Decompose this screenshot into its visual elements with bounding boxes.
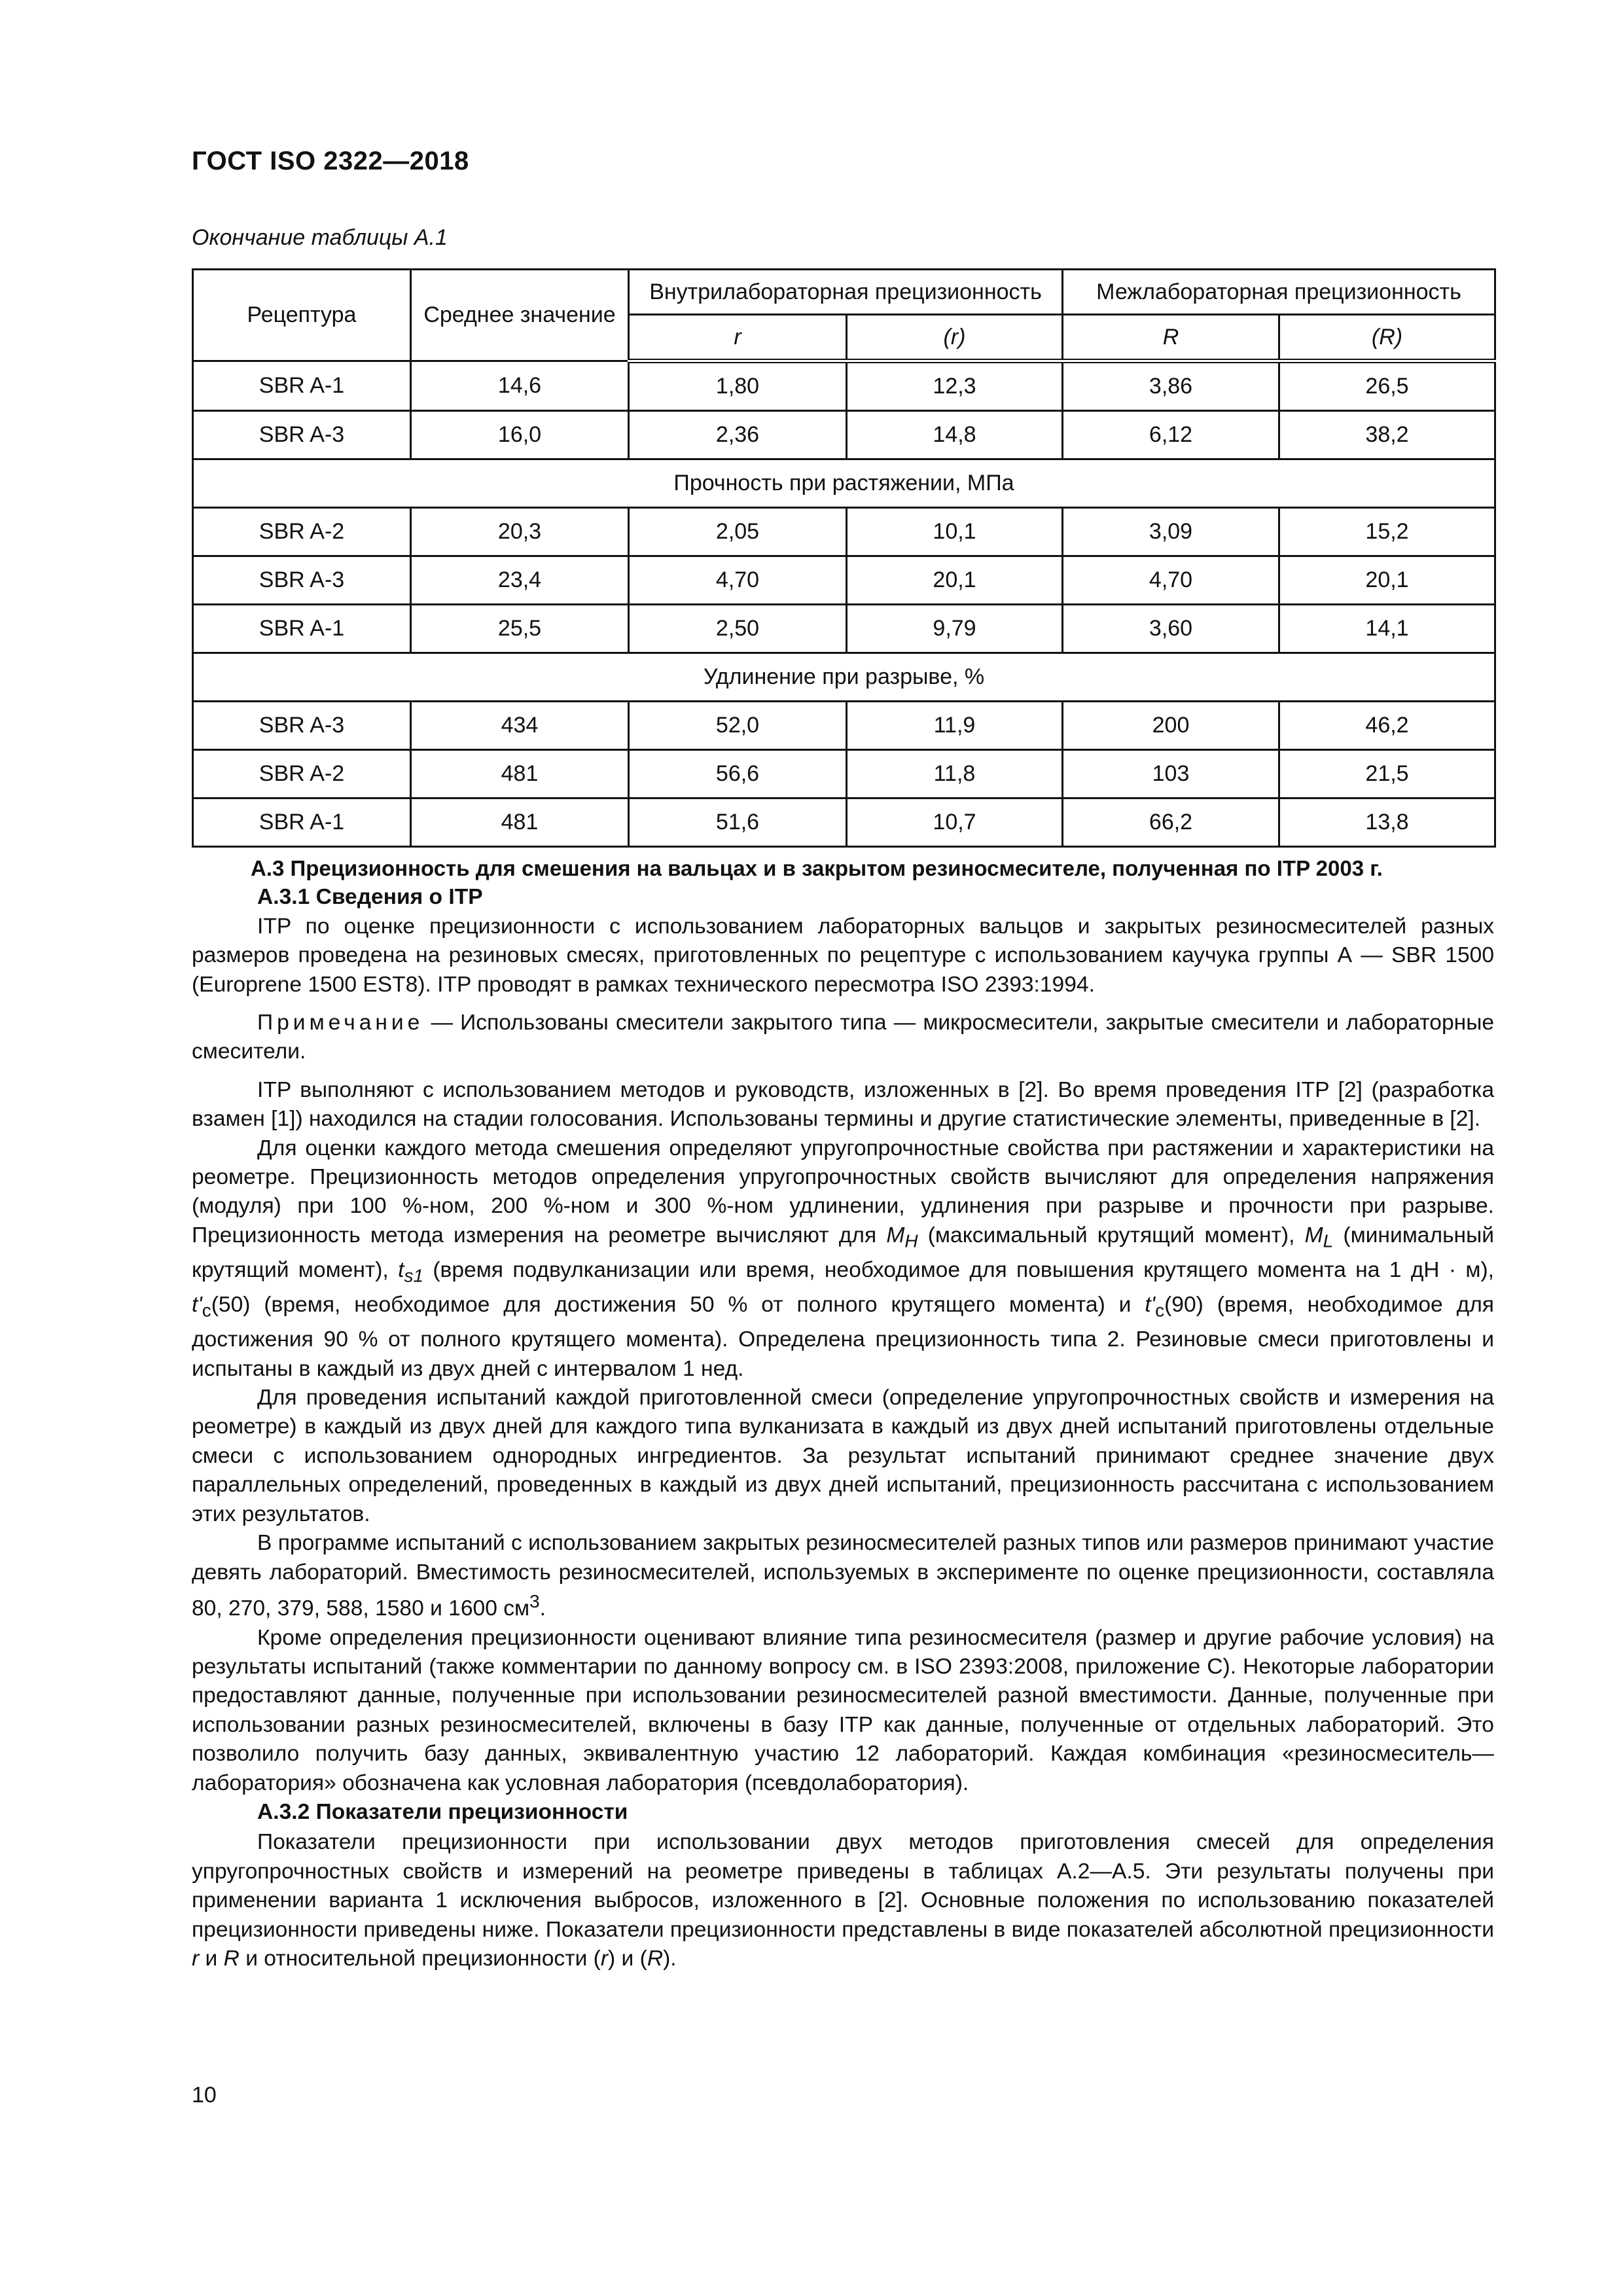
table-section-label: Удлинение при разрыве, % [193,653,1495,702]
table-cell: 38,2 [1279,411,1495,459]
table-cell: 25,5 [411,605,629,653]
table-cell: 14,8 [847,411,1063,459]
table-cell: SBR A-1 [193,605,411,653]
section-a31-heading: А.3.1 Сведения о ITP [257,885,483,910]
header-recipe: Рецептура [193,270,411,361]
table-cell: 103 [1063,750,1279,798]
table-cell: 1,80 [629,361,847,411]
table-cell: 14,6 [411,361,629,411]
header-interlab: Межлабораторная прецизионность [1063,270,1495,315]
table-cell: 66,2 [1063,798,1279,847]
table-row [193,508,1495,556]
table-cell: 20,1 [847,556,1063,605]
table-section-row [193,653,1495,702]
note-text: — Использованы смесители закрытого типа — микросмесители, закрытые смесители и лабораторные смесители. [192,1011,1494,1064]
paragraph-labs: В программе испытаний с использованием закрытых резиносмесителей разных типов или размеров принимают участие девять лабораторий. Вместимость резиносмесителей, используемых в эксперименте по оценке прецизионности, составляла 80, 270, 379, 588, 1580 и 1600 $см^3$. [192,1531,1495,1621]
header-r-relative: (r) [847,315,1063,361]
table-cell: 3,86 [1063,361,1279,411]
table-cell: 11,8 [847,750,1063,798]
table-cell: 4,70 [629,556,847,605]
table-cell: 16,0 [411,411,629,459]
table-caption: Окончание таблицы А.1 [192,225,448,250]
table-cell: 21,5 [1279,750,1495,798]
table-cell: 3,60 [1063,605,1279,653]
table-cell: SBR A-2 [193,750,411,798]
table-row [193,798,1495,847]
table-cell: 51,6 [629,798,847,847]
paragraph-precision-indicators: Показатели прецизионности при использовании двух методов приготовления смесей для определения упругопрочностных свойств и измерений на реометре приведены в таблицах А.2—А.5. Эти результаты получены при применении варианта 1 исключения выбросов, изложенного в [2]. Основные положения по использованию показателей прецизионности приведены ниже. Показатели прецизионности представлены в виде показателей абсолютной прецизионности r и R и относительной прецизионности (r) и (R). [192,1830,1494,1971]
note-paragraph [192,1009,1494,1067]
paragraph-test-procedure: Для проведения испытаний каждой приготовленной смеси (определение упругопрочностных свойств и измерения на реометре) в каждый из двух дней для каждого типа вулканизата в каждый из двух дней испытаний приготовлены отдельные смеси с использованием однородных ингредиентов. За результат испытаний принимают среднее значение двух параллельных определений, проведенных в каждый из двух дней испытаний, прецизионность рассчитана с использованием этих результатов. [192,1386,1494,1526]
table-cell: 434 [411,702,629,750]
table-cell: 4,70 [1063,556,1279,605]
table-cell: 481 [411,798,629,847]
section-a3-heading: А.3 Прецизионность для смешения на вальцах и в закрытом резиносмесителе, полученная по ITP 2003 г. [251,856,1383,880]
table-section-row [193,459,1495,508]
table-cell: 200 [1063,702,1279,750]
table-cell: SBR A-3 [193,411,411,459]
table-section-label: Прочность при растяжении, МПа [193,459,1495,508]
table-cell: 10,1 [847,508,1063,556]
table-cell: 6,12 [1063,411,1279,459]
table-row [193,605,1495,653]
table-row [193,411,1495,459]
table-row [193,556,1495,605]
table-cell: 2,05 [629,508,847,556]
table-cell: 15,2 [1279,508,1495,556]
table-cell: SBR A-1 [193,361,411,411]
table-cell: 2,50 [629,605,847,653]
paragraph-itp-methods: ITP выполняют с использованием методов и руководств, изложенных в [2]. Во время проведения ITP [2] (разработка взамен [1]) находился на стадии голосования. Использованы термины и другие статистические элементы, приведенные в [2]. [192,1077,1494,1132]
paragraph-itp-intro: ITP по оценке прецизионности с использованием лабораторных вальцов и закрытых резиносмесителей разных размеров проведена на резиновых смесях, приготовленных по рецептуре с использованием каучука группы А — SBR 1500 (Europrene 1500 EST8). ITP проводят в рамках технического пересмотра ISO 2393:1994. [192,914,1494,997]
table-cell: 13,8 [1279,798,1495,847]
table-cell: 20,1 [1279,556,1495,605]
table-cell: SBR A-3 [193,556,411,605]
standard-header: ГОСТ ISO 2322—2018 [192,147,469,175]
table-cell: 9,79 [847,605,1063,653]
table-cell: 481 [411,750,629,798]
table-cell: 26,5 [1279,361,1495,411]
header-R: R [1063,315,1279,361]
table-cell: 46,2 [1279,702,1495,750]
table-header-row [193,270,1495,315]
table-row [193,702,1495,750]
paragraph-mixer-influence: Кроме определения прецизионности оценивают влияние типа резиносмесителя (размер и другие рабочие условия) на результаты испытаний (также комментарии по данному вопросу см. в ISO 2393:2008, приложение C). Некоторые лаборатории предоставляют данные, полученные при использовании резиносмесителей разной вместимости. Данные, полученные при использовании разных резиносмесителей, включены в базу ITP как данные, полученные от отдельных лабораторий. Это позволило получить базу данных, эквивалентную участию 12 лабораторий. Каждая комбинация «резиносмеситель—лаборатория» обозначена как условная лаборатория (псевдолаборатория). [192,1625,1494,1795]
table-cell: SBR A-2 [193,508,411,556]
page-number: 10 [192,2083,217,2108]
table-cell: 10,7 [847,798,1063,847]
table-cell: 23,4 [411,556,629,605]
precision-table [192,268,1496,848]
header-mean: Среднее значение [411,270,629,361]
table-cell: 2,36 [629,411,847,459]
table-cell: 14,1 [1279,605,1495,653]
table-row [193,750,1495,798]
table-cell: SBR A-1 [193,798,411,847]
header-r: r [629,315,847,361]
table-cell: 20,3 [411,508,629,556]
table-cell: 3,09 [1063,508,1279,556]
table-cell: 11,9 [847,702,1063,750]
table-cell: 12,3 [847,361,1063,411]
table-cell: SBR A-3 [193,702,411,750]
body-text [192,854,1494,1973]
table-row [193,361,1495,411]
note-label: Примечание [257,1011,424,1035]
section-a32-heading: А.3.2 Показатели прецизионности [257,1799,628,1824]
table-cell: 56,6 [629,750,847,798]
table-cell: 52,0 [629,702,847,750]
header-R-relative: (R) [1279,315,1495,361]
paragraph-mixing-evaluation: Для оценки каждого метода смешения определяют упругопрочностные свойства при растяжении и характеристики на реометре. Прецизионность методов определения упругопрочностных свойств вычисляют для определения напряжения (модуля) при 100 %-ном, 200 %-ном и 300 %-ном удлинении, удлинения при разрыве и прочности при разрыве. Прецизионность метода измерения на реометре вычисляют для $M_H$ (максимальный крутящий момент), $M_L$ (минимальный крутящий момент), $t_{s1}$ (время подвулканизации или время, необходимое для повышения крутящего момента на 1 дН · м), $t'_c(50)$ (время, необходимое для достижения 50 % от полного крутящего момента) и $t'_c(90)$ (время, необходимое для достижения 90 % от полного крутящего момента). Определена прецизионность типа 2. Резиновые смеси приготовлены и испытаны в каждый из двух дней с интервалом 1 нед. [192,1136,1494,1381]
header-intralab: Внутрилабораторная прецизионность [629,270,1063,315]
